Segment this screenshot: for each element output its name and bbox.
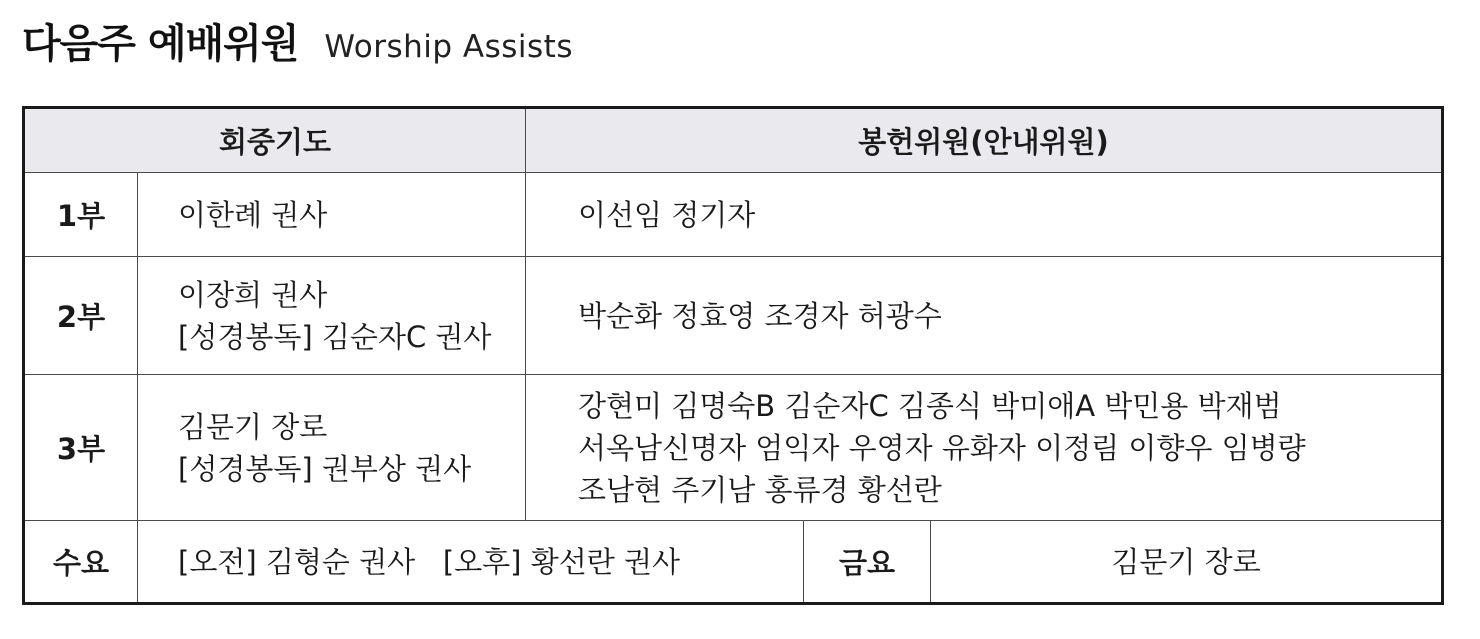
row-label: 3부 [24, 375, 138, 521]
page-title-row [22, 12, 573, 82]
row-label: 2부 [24, 257, 138, 375]
prayer-cell [138, 257, 526, 375]
header-offering: 봉헌위원(안내위원) [526, 108, 1443, 173]
offering-line: 이선임 정기자 [578, 197, 756, 232]
offering-cell [526, 375, 1443, 521]
page-subtitle: Worship Assists [324, 29, 573, 65]
friday-label: 금요 [804, 521, 931, 604]
header-prayer: 회중기도 [24, 108, 526, 173]
offering-cell [526, 257, 1443, 375]
prayer-cell [138, 375, 526, 521]
table-row [24, 375, 1443, 521]
page-title: 다음주 예배위원 [22, 21, 299, 67]
wednesday-text: [오전] 김형순 권사 [오후] 황선란 권사 [178, 544, 680, 579]
table-row [24, 257, 1443, 375]
offering-cell [526, 173, 1443, 257]
prayer-line: 이장희 권사 [178, 277, 328, 312]
friday-cell [931, 521, 1443, 604]
friday-text: 김문기 장로 [1111, 544, 1261, 579]
table-header-row [24, 108, 1443, 173]
wednesday-label: 수요 [24, 521, 138, 604]
table-row [24, 173, 1443, 257]
offering-line: 강현미 김명숙B 김순자C 김종식 박미애A 박민용 박재범 [578, 388, 1282, 423]
wednesday-cell [138, 521, 804, 604]
prayer-line: 김문기 장로 [178, 409, 328, 444]
worship-assists-table [22, 106, 1444, 605]
prayer-line: 이한례 권사 [178, 197, 328, 232]
scripture-reading-line: [성경봉독] 권부상 권사 [178, 451, 472, 486]
scripture-reading-line: [성경봉독] 김순자C 권사 [178, 319, 492, 354]
table-footer-row [24, 521, 1443, 604]
prayer-cell [138, 173, 526, 257]
row-label: 1부 [24, 173, 138, 257]
offering-line: 서옥남신명자 엄익자 우영자 유화자 이정림 이향우 임병량 [578, 430, 1306, 465]
offering-line: 박순화 정효영 조경자 허광수 [578, 298, 942, 333]
offering-line: 조남현 주기남 홍류경 황선란 [578, 472, 942, 507]
